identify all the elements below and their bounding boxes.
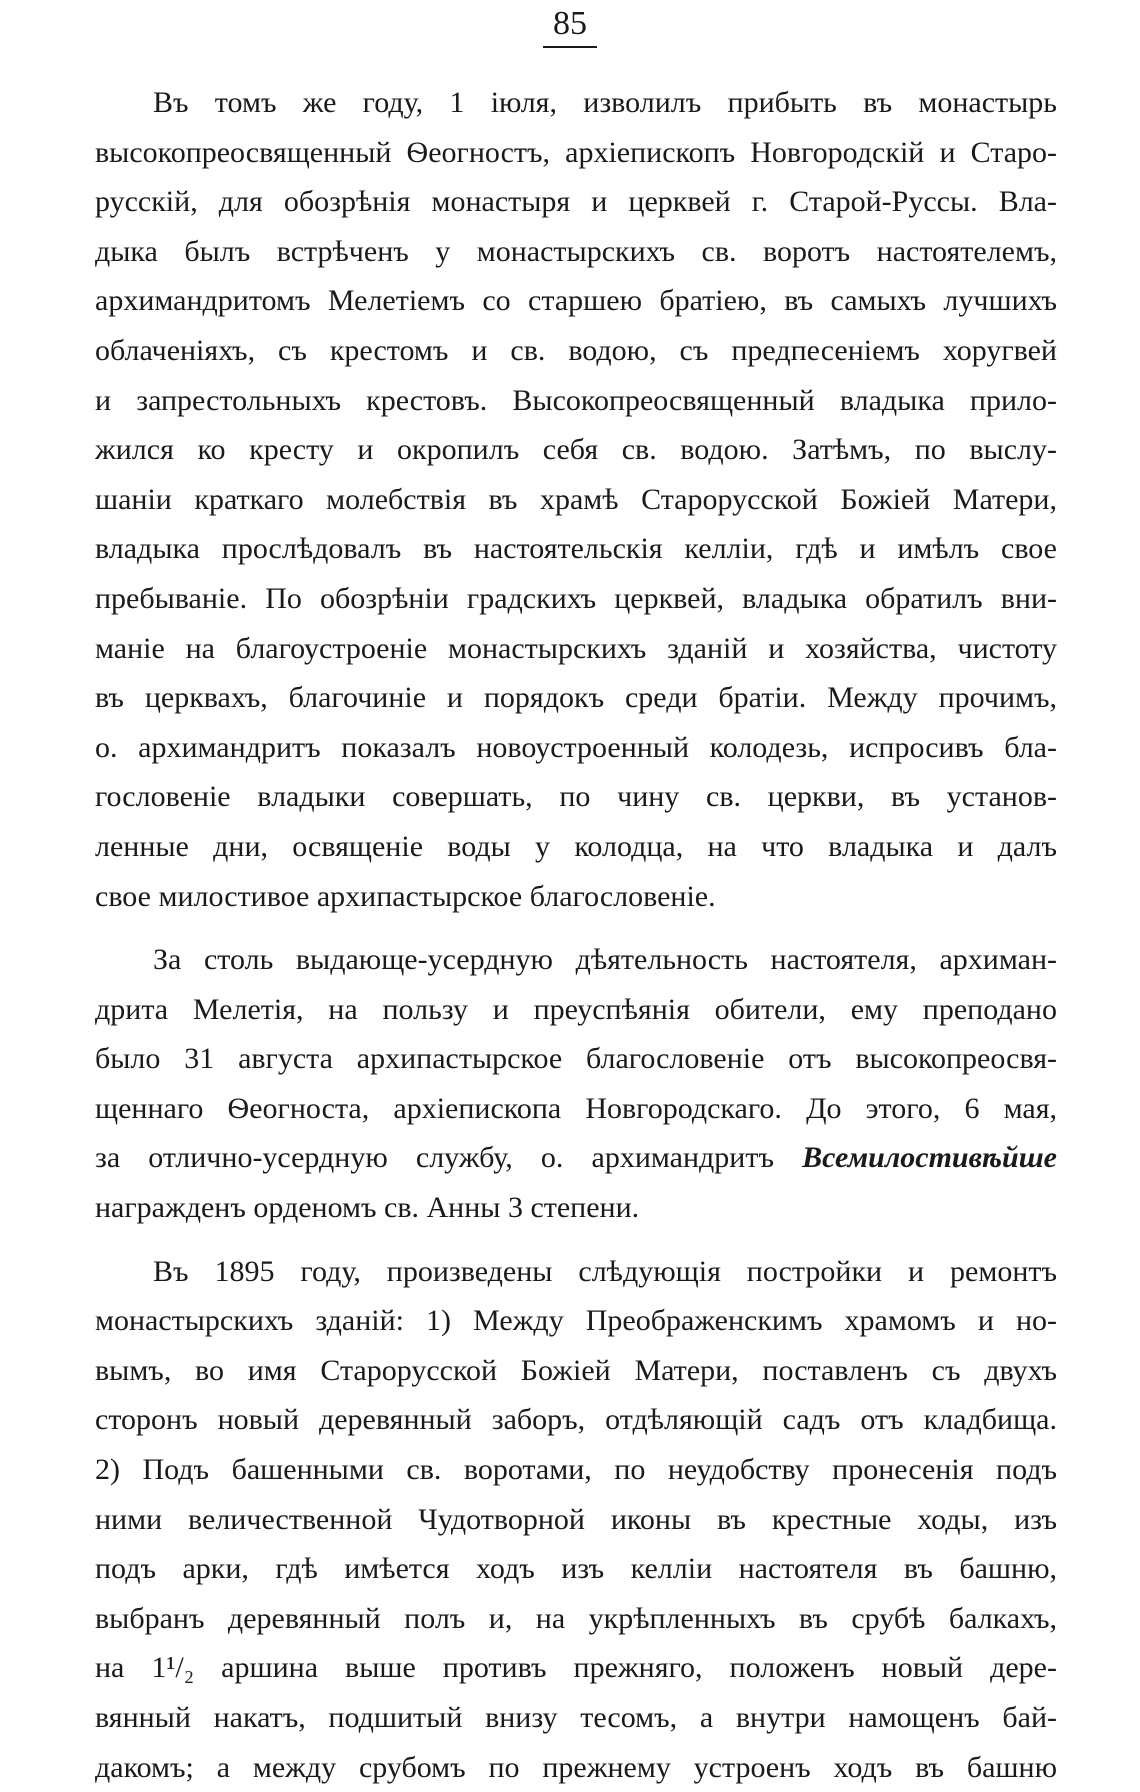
text-line: облаченіяхъ, съ крестомъ и св. водою, съ предпесеніемъ хоругвей — [95, 333, 1057, 367]
text-line: выбранъ деревянный полъ и, на укрѣпленныхъ въ срубѣ балкахъ, — [95, 1601, 1057, 1635]
text-line: шаніи краткаго молебствія въ храмѣ Старорусской Божіей Матери, — [95, 482, 1057, 516]
text-line-with-italic — [95, 1133, 1057, 1183]
italic-word: Всемилостивѣйше — [802, 1141, 1057, 1175]
text-line: пребываніе. По обозрѣніи градскихъ церквей, владыка обратилъ вни- — [95, 581, 1057, 615]
text-line: Въ томъ же году, 1 іюля, изволилъ прибыть въ монастырь — [153, 86, 1057, 119]
text-line: ленные дни, освященіе воды у колодца, на что владыка и далъ — [95, 829, 1057, 863]
text-line: и запрестольныхъ крестовъ. Высокопреосвященный владыка прило- — [95, 383, 1057, 417]
text-line: архимандритомъ Мелетіемъ со старшею братіею, въ самыхъ лучшихъ — [95, 284, 1057, 318]
text-line: За столь выдающе-усердную дѣятельность настоятеля, архиман- — [153, 943, 1057, 977]
text-line: русскій, для обозрѣнія монастыря и церквей г. Старой-Руссы. Вла- — [95, 185, 1057, 219]
text-line: высокопреосвященный Ѳеогностъ, архіепископъ Новгородскій и Старо- — [95, 135, 1057, 169]
text-line: награжденъ орденомъ св. Анны 3 степени. — [95, 1191, 640, 1225]
text-line: дрита Мелетія, на пользу и преуспѣянія обители, ему преподано — [95, 992, 1057, 1026]
text-line: монастырскихъ зданій: 1) Между Преображенскимъ храмомъ и но- — [95, 1304, 1057, 1338]
text-line: о. архимандритъ показалъ новоустроенный колодезь, испросивъ бла- — [95, 730, 1057, 764]
text-line: сторонъ новый деревянный заборъ, отдѣляющій садъ отъ кладбища. — [95, 1403, 1057, 1437]
text-line: за отлично-усердную службу, о. архимандритъ — [95, 1141, 774, 1175]
text-line: гословеніе владыки совершать, по чину св. церкви, въ установ- — [95, 780, 1057, 814]
text-line: въ церквахъ, благочиніе и порядокъ среди братіи. Между прочимъ, — [95, 681, 1057, 715]
text-line: дакомъ; а между срубомъ по прежнему устроенъ ходъ въ башню — [95, 1750, 1057, 1784]
text-line: вянный накатъ, подшитый внизу тесомъ, а внутри намощенъ бай- — [95, 1701, 1057, 1734]
paragraph-2 — [95, 935, 1057, 1233]
text-line: на 1¹/₂ аршина выше противъ прежняго, положенъ новый дере- — [95, 1651, 1057, 1685]
text-line: было 31 августа архипастырское благословеніе отъ высокопреосвя- — [95, 1042, 1057, 1076]
text-line: свое милостивое архипастырское благословеніе. — [95, 879, 716, 913]
text-line: маніе на благоустроеніе монастырскихъ зданій и хозяйства, чистоту — [95, 631, 1057, 665]
text-line: 2) Подъ башенными св. воротами, по неудобству пронесенія подъ — [95, 1453, 1057, 1487]
body-text — [95, 78, 1057, 1792]
text-line: ними величественной Чудотворной иконы въ крестные ходы, изъ — [95, 1502, 1057, 1536]
paragraph-1 — [95, 78, 1057, 921]
text-line: жился ко кресту и окропилъ себя св. водою. Затѣмъ, по выслу- — [95, 433, 1057, 467]
page-number: 85 — [0, 4, 1140, 48]
paragraph-3 — [95, 1247, 1057, 1792]
text-line: владыка прослѣдовалъ въ настоятельскія келліи, гдѣ и имѣлъ свое — [95, 532, 1057, 566]
text-line: Въ 1895 году, произведены слѣдующія постройки и ремонтъ — [153, 1254, 1057, 1288]
text-line: вымъ, во имя Старорусской Божіей Матери, поставленъ съ двухъ — [95, 1353, 1057, 1387]
text-line: подъ арки, гдѣ имѣется ходъ изъ келліи настоятеля въ башню, — [95, 1552, 1057, 1586]
text-line: дыка былъ встрѣченъ у монастырскихъ св. воротъ настоятелемъ, — [95, 234, 1057, 268]
text-line: щеннаго Ѳеогноста, архіепископа Новгородскаго. До этого, 6 мая, — [95, 1091, 1057, 1125]
